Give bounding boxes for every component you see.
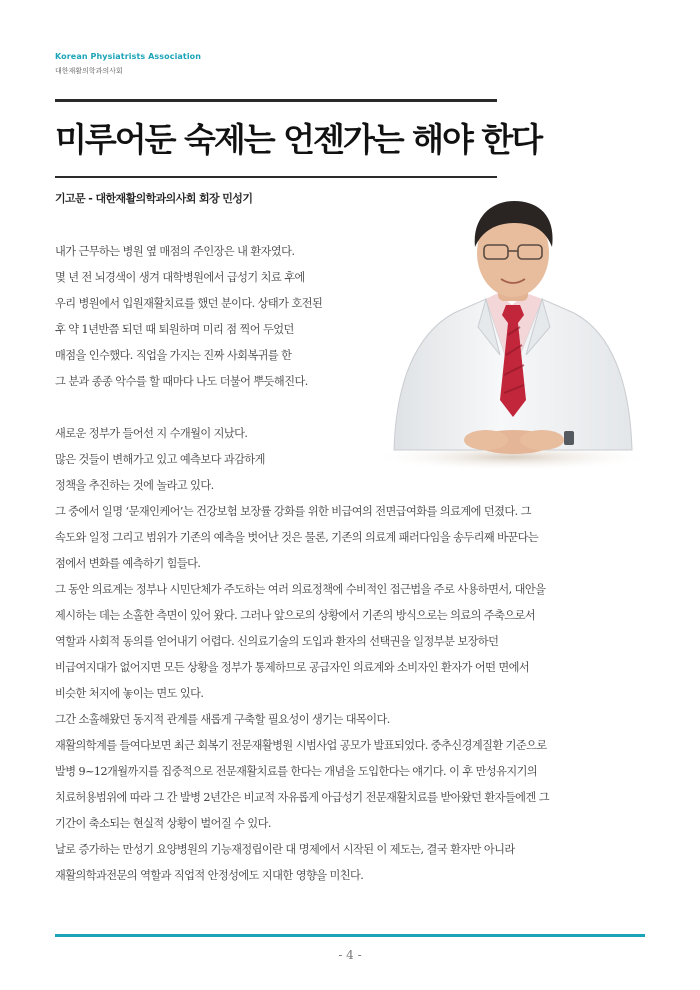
byline: 기고문 - 대한재활의학과의사회 회장 민성기: [55, 192, 253, 205]
title-rule-top: [55, 99, 497, 102]
text-line: 비슷한 처지에 놓이는 면도 있다.: [55, 687, 204, 700]
paragraph-2: [55, 421, 645, 889]
text-line: 그 분과 종종 악수를 할 때마다 나도 더불어 뿌듯해진다.: [55, 375, 308, 388]
text-line: 그간 소홀해왔던 동지적 관계를 새롭게 구축할 필요성이 생기는 대목이다.: [55, 713, 390, 726]
text-line: 매점을 인수했다. 직업을 가지는 진짜 사회복귀를 한: [55, 349, 292, 362]
text-line: 점에서 변화를 예측하기 힘들다.: [55, 557, 201, 570]
footer-rule: [55, 934, 645, 937]
paragraph-gap: [55, 395, 645, 421]
page-number: - 4 -: [338, 948, 362, 962]
text-line: 몇 년 전 뇌경색이 생겨 대학병원에서 급성기 치료 후에: [55, 271, 305, 284]
title-rule-bottom: [55, 176, 497, 178]
text-line: 속도와 일정 그리고 범위가 기존의 예측을 벗어난 것은 물론, 기존의 의료계 패러다임을 송두리째 바꾼다는: [55, 531, 539, 544]
text-line: 내가 근무하는 병원 옆 매점의 주인장은 내 환자였다.: [55, 245, 295, 258]
text-line: 재활의학계를 들여다보면 최근 회복기 전문재활병원 시범사업 공모가 발표되었다. 중추신경계질환 기준으로: [55, 739, 547, 752]
text-line: 발병 9~12개월까지를 집중적으로 전문재활치료를 한다는 개념을 도입한다는 얘기다. 이 후 만성유지기의: [55, 765, 538, 778]
text-line: 많은 것들이 변해가고 있고 예측보다 과감하게: [55, 453, 265, 466]
text-line: 그 동안 의료계는 정부나 시민단체가 주도하는 여러 의료정책에 수비적인 접근법을 주로 사용하면서, 대안을: [55, 583, 546, 596]
text-line: 치료허용범위에 따라 그 간 발병 2년간은 비교적 자유롭게 아급성기 전문재활치료를 받아왔던 환자들에겐 그: [55, 791, 549, 804]
text-line: 제시하는 데는 소홀한 측면이 있어 왔다. 그러나 앞으로의 상황에서 기존의 방식으로는 의료의 주축으로서: [55, 609, 536, 622]
text-line: 우리 병원에서 입원재활치료를 했던 분이다. 상태가 호전된: [55, 297, 323, 310]
paragraph-1: [55, 239, 645, 395]
text-line: 역할과 사회적 동의를 얻어내기 어렵다. 신의료기술의 도입과 환자의 선택권을 일정부분 보장하던: [55, 635, 499, 648]
article-body: [55, 239, 645, 889]
text-line: 날로 증가하는 만성기 요양병원의 기능재정립이란 대 명제에서 시작된 이 제도는, 결국 환자만 아니라: [55, 843, 515, 856]
header-org-ko: 대한재활의학과의사회: [55, 67, 123, 75]
page-title: 미루어둔 숙제는 언젠가는 해야 한다: [55, 120, 542, 159]
text-line: 후 약 1년반쯤 되던 때 퇴원하며 미리 점 찍어 두었던: [55, 323, 294, 336]
text-line: 기간이 축소되는 현실적 상황이 벌어질 수 있다.: [55, 817, 271, 830]
header-org-en: Korean Physiatrists Association: [55, 52, 202, 61]
text-line: 비급여지대가 없어지면 모든 상황을 정부가 통제하므로 공급자인 의료계와 소비자인 환자가 어떤 면에서: [55, 661, 530, 674]
text-line: 새로운 정부가 들어선 지 수개월이 지났다.: [55, 427, 248, 440]
text-line: 정책을 추진하는 것에 놀라고 있다.: [55, 479, 214, 492]
text-line: 그 중에서 일명 ‘문재인케어’는 건강보험 보장률 강화를 위한 비급여의 전면급여화를 의료계에 던졌다. 그: [55, 505, 531, 518]
text-line: 재활의학과전문의 역할과 직업적 안정성에도 지대한 영향을 미친다.: [55, 869, 364, 882]
